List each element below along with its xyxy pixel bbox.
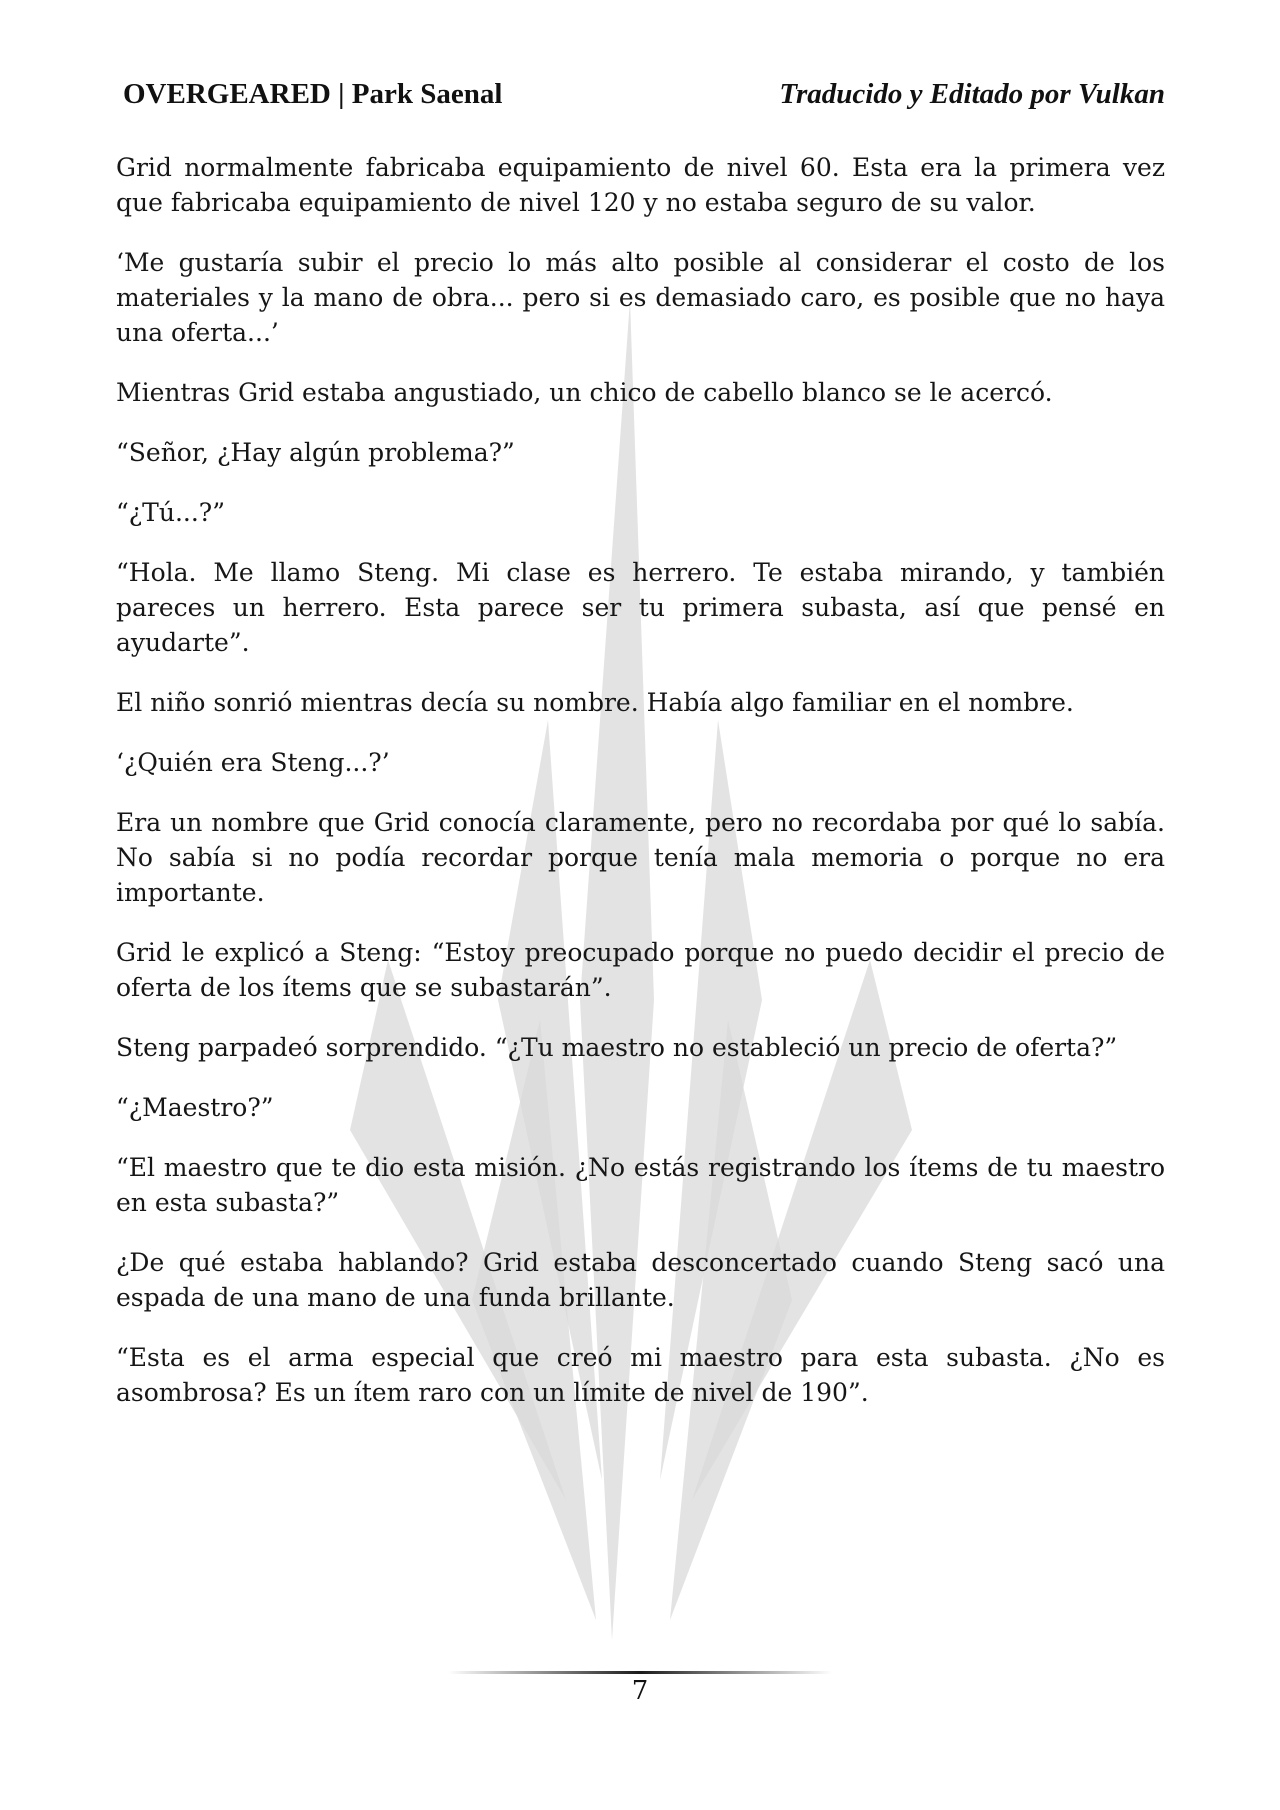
paragraph: “Hola. Me llamo Steng. Mi clase es herrero. Te estaba mirando, y también pareces un herrero. Esta parece ser tu primera subasta, así que pensé en ayudarte”.	[116, 558, 1165, 657]
paragraph: Era un nombre que Grid conocía claramente, pero no recordaba por qué lo sabía. No sabía si no podía recordar porque tenía mala memoria o porque no era importante.	[116, 808, 1165, 907]
footer-divider	[448, 1671, 832, 1674]
paragraph: “Esta es el arma especial que creó mi maestro para esta subasta. ¿No es asombrosa? Es un ítem raro con un límite de nivel de 190”.	[116, 1343, 1165, 1407]
paragraph: ‘¿Quién era Steng...?’	[116, 748, 390, 777]
paragraph: Grid normalmente fabricaba equipamiento de nivel 60. Esta era la primera vez que fabricaba equipamiento de nivel 120 y no estaba seguro de su valor.	[116, 153, 1165, 217]
header-credit: Traducido y Editado por Vulkan	[779, 77, 1165, 110]
page-header	[123, 74, 1165, 114]
paragraph: Grid le explicó a Steng: “Estoy preocupado porque no puedo decidir el precio de oferta de los ítems que se subastarán”.	[116, 938, 1165, 1002]
paragraph: “¿Tú...?”	[116, 498, 225, 527]
paragraph: El niño sonrió mientras decía su nombre. Había algo familiar en el nombre.	[116, 688, 1074, 717]
paragraph: “El maestro que te dio esta misión. ¿No estás registrando los ítems de tu maestro en esta subasta?”	[116, 1153, 1165, 1217]
paragraph: Mientras Grid estaba angustiado, un chico de cabello blanco se le acercó.	[116, 378, 1053, 407]
paragraph: Steng parpadeó sorprendido. “¿Tu maestro no estableció un precio de oferta?”	[116, 1033, 1118, 1062]
paragraph: ‘Me gustaría subir el precio lo más alto posible al considerar el costo de los materiales y la mano de obra... pero si es demasiado caro, es posible que no haya una oferta...’	[116, 248, 1165, 347]
paragraph: ¿De qué estaba hablando? Grid estaba desconcertado cuando Steng sacó una espada de una mano de una funda brillante.	[116, 1248, 1165, 1312]
paragraph: “Señor, ¿Hay algún problema?”	[116, 438, 515, 467]
paragraph: “¿Maestro?”	[116, 1093, 274, 1122]
page-number: 7	[631, 1676, 649, 1706]
header-title: OVERGEARED | Park Saenal	[123, 77, 503, 110]
page-body	[116, 150, 1165, 1435]
